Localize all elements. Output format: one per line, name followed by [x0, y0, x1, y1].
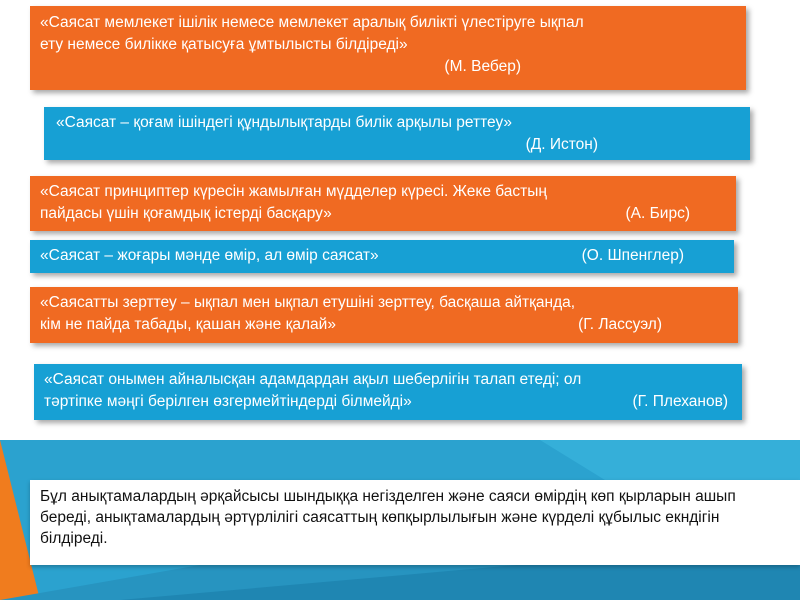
- summary-line: қырларын ашып береді, анықтамалардың әртүрлілігі саясаттың көпқырлылығын: [40, 488, 736, 526]
- quote-text-line: «Саясат – жоғары мәнде өмір, ал өмір саясат»: [40, 247, 379, 264]
- quote-text-line: тәртіпке мәңгі берілген өзгермейтіндерді білмейді»: [44, 393, 412, 410]
- quote-author: (О. Шпенглер): [581, 247, 684, 264]
- quote-text-line: ету немесе билікке қатысуға ұмтылысты білдіреді»: [40, 36, 408, 53]
- quote-text-line: «Саясатты зерттеу – ықпал мен ықпал етушіні зерттеу, басқаша айтқанда,: [40, 294, 576, 311]
- quote-box-easton: [44, 107, 750, 160]
- quote-text-line: «Саясат принциптер күресін жамылған мүдделер күресі. Жеке бастың: [40, 183, 547, 200]
- summary-line: және күрделі құбылыс екндігін білдіреді.: [40, 509, 720, 547]
- quote-author: (М. Вебер): [444, 58, 521, 75]
- quote-text-line: «Саясат – қоғам ішіндегі құндылықтарды билік арқылы реттеу»: [56, 114, 513, 131]
- quote-text-line: пайдасы үшін қоғамдық істерді басқару»: [40, 205, 332, 222]
- quote-box-spengler: [30, 240, 734, 273]
- quote-author: (Г. Плеханов): [632, 393, 728, 410]
- quote-text-line: кім не пайда табады, қашан және қалай»: [40, 316, 336, 333]
- quote-text-line: «Саясат мемлекет ішілік немесе мемлекет аралық билікті үлестіруге ықпал: [40, 14, 584, 31]
- quote-text-line: «Саясат онымен айналысқан адамдардан ақыл шеберлігін талап етеді; ол: [44, 371, 582, 388]
- summary-line: Бұл анықтамалардың әрқайсысы шындыққа негізделген және саяси өмірдің көп: [40, 488, 615, 505]
- quote-box-weber: [30, 6, 746, 90]
- quote-author: (А. Бирс): [625, 205, 690, 222]
- quote-author: (Г. Лассуэл): [578, 316, 662, 333]
- quote-box-lasswell: [30, 287, 738, 343]
- quote-author: (Д. Истон): [525, 136, 598, 153]
- quote-box-bierce: [30, 176, 736, 231]
- quote-box-plekhanov: [34, 364, 742, 420]
- summary-text-box: [30, 480, 800, 565]
